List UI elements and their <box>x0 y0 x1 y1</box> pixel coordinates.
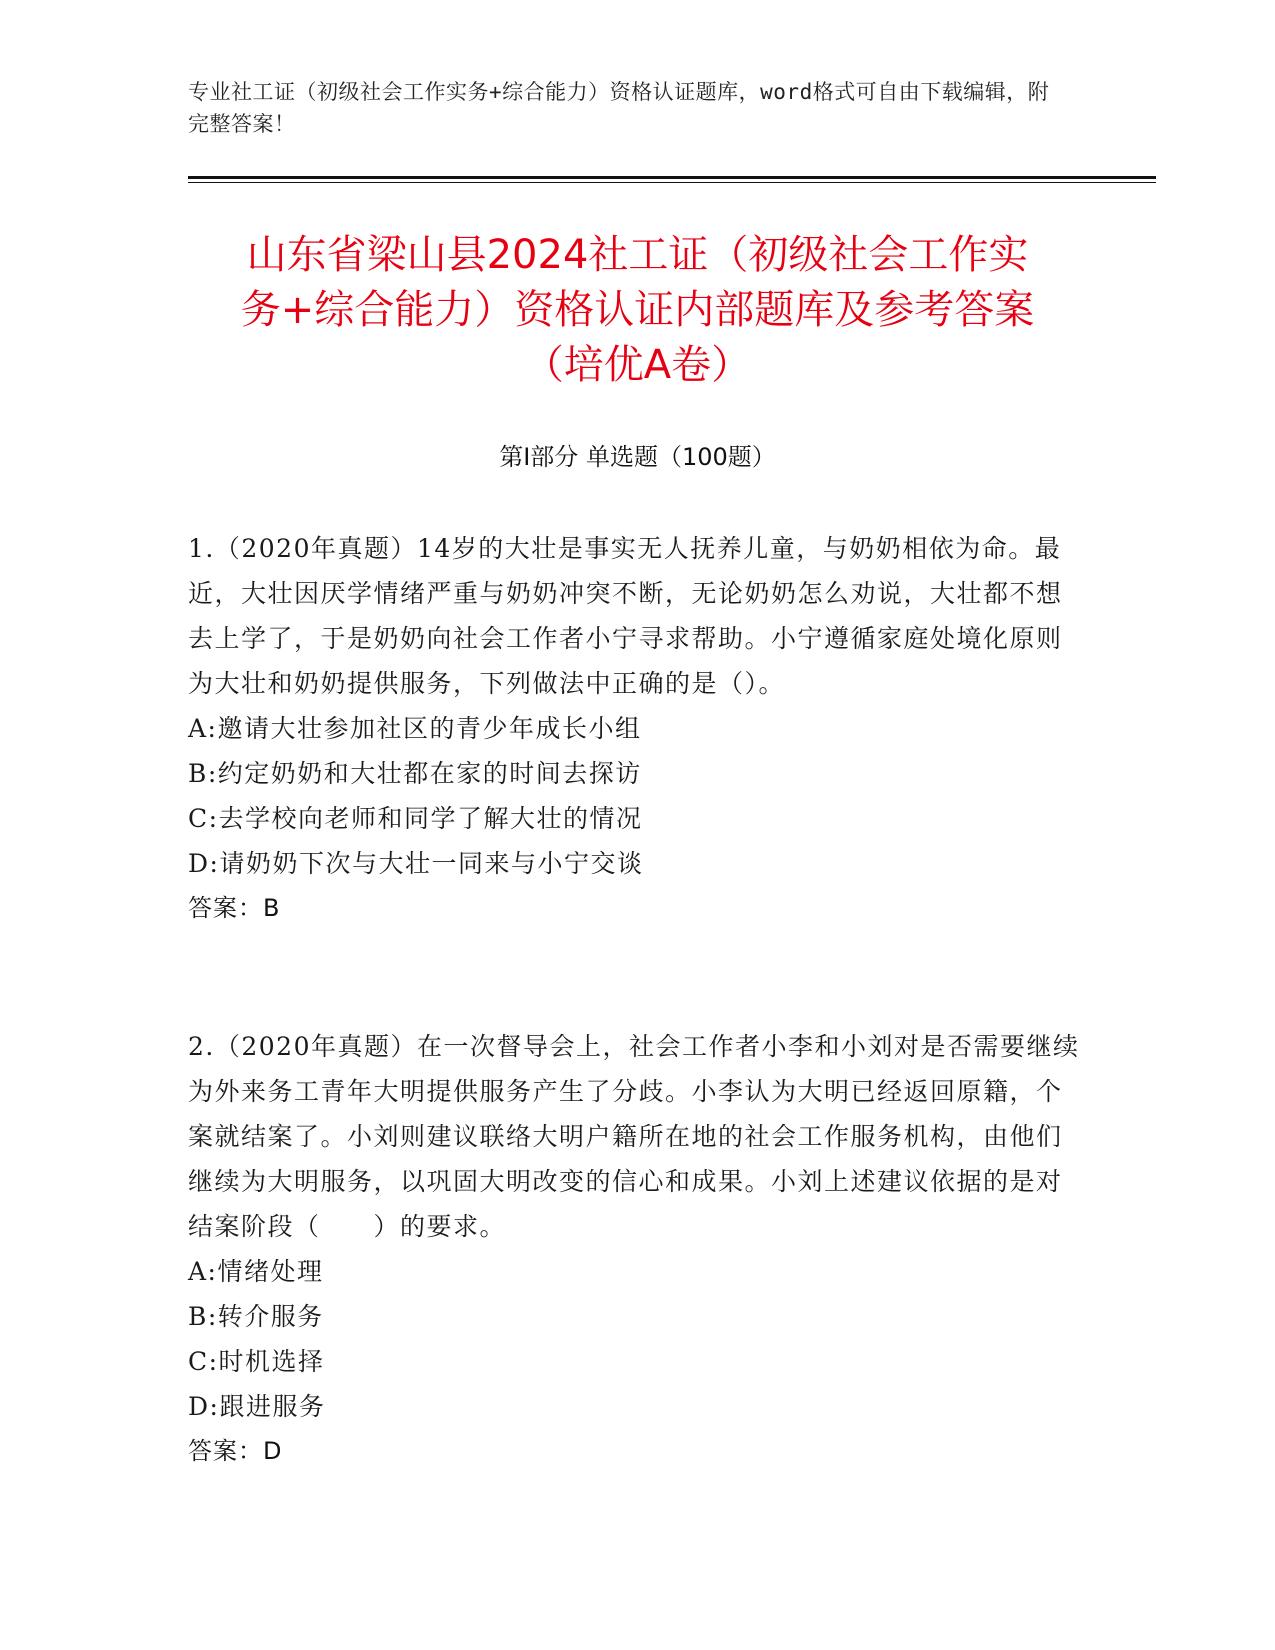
answer-label: 答案：B <box>188 894 281 922</box>
header-divider-thick <box>188 176 1156 179</box>
question-1 <box>188 526 1088 931</box>
header-divider-thin <box>188 182 1156 183</box>
header-note: 专业社工证（初级社会工作实务+综合能力）资格认证题库，word格式可自由下载编辑，附完整答案！ <box>188 80 1050 136</box>
answer-label: 答案：D <box>188 1437 283 1465</box>
title-line-1: 山东省梁山县2024社工证（初级社会工作实 <box>246 232 1029 278</box>
option-c: C:时机选择 <box>188 1347 325 1376</box>
title-line-3: （培优A卷） <box>523 342 752 388</box>
option-a: A:情绪处理 <box>188 1257 324 1286</box>
option-b: B:转介服务 <box>188 1302 324 1331</box>
question-stem: 2.（2020年真题）在一次督导会上，社会工作者小李和小刘对是否需要继续为外来务工青年大明提供服务产生了分歧。小李认为大明已经返回原籍，个案就结案了。小刘则建议联络大明户籍所在地的社会工作服务机构，由他们继续为大明服务，以巩固大明改变的信心和成果。小刘上述建议依据的是对结案阶段（ ）的要求。 <box>188 1032 1080 1241</box>
option-a: A:邀请大壮参加社区的青少年成长小组 <box>188 714 642 743</box>
option-d: D:跟进服务 <box>188 1392 326 1421</box>
section-heading: 第I部分 单选题（100题） <box>499 443 776 471</box>
title-line-2: 务+综合能力）资格认证内部题库及参考答案 <box>240 287 1035 333</box>
option-b: B:约定奶奶和大壮都在家的时间去探访 <box>188 759 642 788</box>
document-title <box>140 228 1135 393</box>
question-stem: 1.（2020年真题）14岁的大壮是事实无人抚养儿童，与奶奶相依为命。最近，大壮因厌学情绪严重与奶奶冲突不断，无论奶奶怎么劝说，大壮都不想去上学了，于是奶奶向社会工作者小宁寻求帮助。小宁遵循家庭处境化原则为大壮和奶奶提供服务，下列做法中正确的是（）。 <box>188 534 1063 698</box>
question-2 <box>188 1024 1088 1474</box>
option-c: C:去学校向老师和同学了解大壮的情况 <box>188 804 643 833</box>
option-d: D:请奶奶下次与大壮一同来与小宁交谈 <box>188 849 644 878</box>
